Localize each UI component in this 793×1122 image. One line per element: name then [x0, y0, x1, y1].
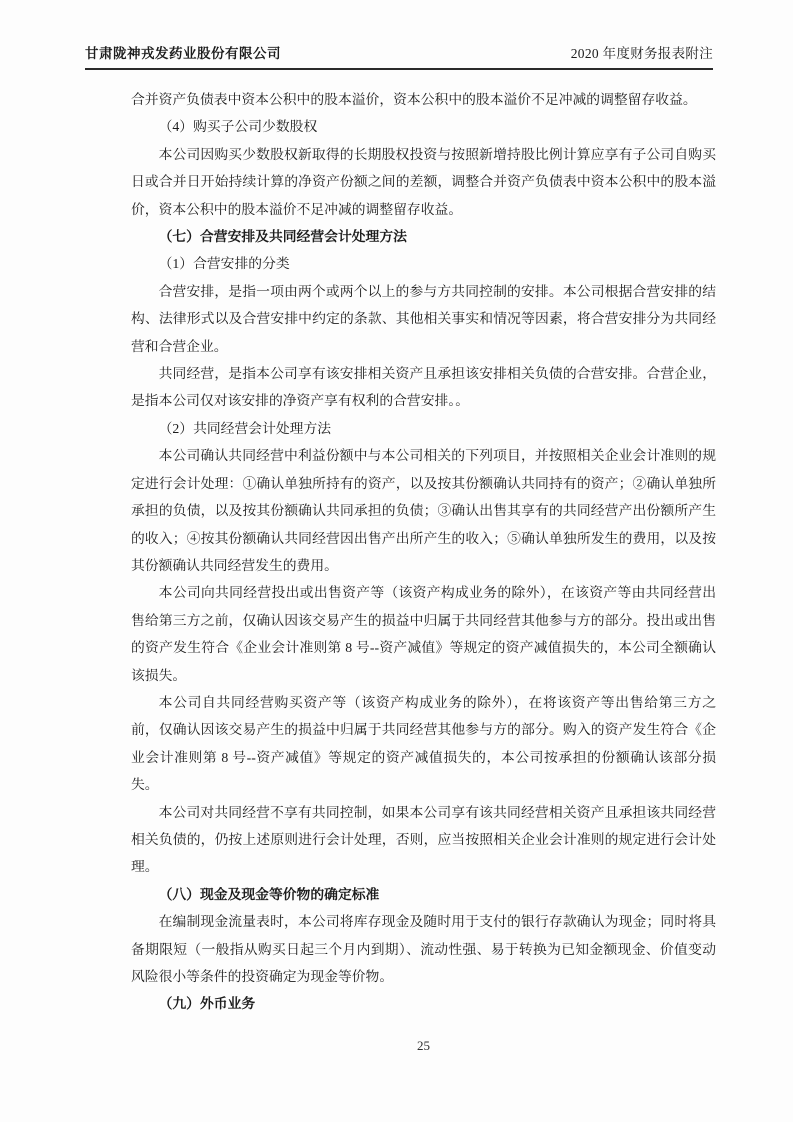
section-heading: （九）外币业务 — [158, 996, 256, 1012]
page-footer — [131, 1038, 716, 1054]
paragraph: 本公司向共同经营投出或出售资产等（该资产构成业务的除外），在该资产等由共同经营出售给第三方之前，仅确认因该交易产生的损益中归属于共同经营其他参与方的部分。投出或出售的资产发生符合《企业会计准则第 8 号--资产减值》等规定的资产减值损失的，本公司全额确认该损失。 — [131, 585, 716, 683]
paragraph: （4）购买子公司少数股权 — [158, 119, 318, 135]
header-doc-title: 2020 年度财务报表附注 — [570, 46, 713, 61]
paragraph: 本公司因购买少数股权新取得的长期股权投资与按照新增持股比例计算应享有子公司自购买日或合并日开始持续计算的净资产份额之间的差额，调整合并资产负债表中资本公积中的股本溢价，资本公积中的股本溢价不足冲减的调整留存收益。 — [131, 146, 716, 217]
paragraph: 本公司对共同经营不享有共同控制，如果本公司享有该共同经营相关资产且承担该共同经营相关负债的，仍按上述原则进行会计处理，否则，应当按照相关企业会计准则的规定进行会计处理。 — [131, 804, 716, 875]
section-heading: （七）合营安排及共同经营会计处理方法 — [158, 229, 407, 245]
document-body — [131, 86, 716, 1018]
paragraph: 合营安排，是指一项由两个或两个以上的参与方共同控制的安排。本公司根据合营安排的结构、法律形式以及合营安排中约定的条款、其他相关事实和情况等因素，将合营安排分为共同经营和合营企业。 — [131, 283, 716, 354]
paragraph: 本公司确认共同经营中利益份额中与本公司相关的下列项目，并按照相关企业会计准则的规定进行会计处理：①确认单独所持有的资产，以及按其份额确认共同持有的资产；②确认单独所承担的负债，以及按其份额确认共同承担的负债；③确认出售其享有的共同经营产出份额所产生的收入；④按其份额确认共同经营因出售产出所产生的收入；⑤确认单独所发生的费用，以及按其份额确认共同经营发生的费用。 — [131, 448, 716, 573]
page-number: 25 — [417, 1038, 430, 1053]
paragraph: 共同经营，是指本公司享有该安排相关资产且承担该安排相关负债的合营安排。合营企业，是指本公司仅对该安排的净资产享有权利的合营安排。。 — [131, 366, 716, 409]
header-company-name: 甘肃陇神戎发药业股份有限公司 — [85, 46, 281, 61]
page-header — [85, 46, 713, 70]
paragraph: 本公司自共同经营购买资产等（该资产构成业务的除外），在将该资产等出售给第三方之前，仅确认因该交易产生的损益中归属于共同经营其他参与方的部分。购入的资产发生符合《企业会计准则第 8 号--资产减值》等规定的资产减值损失的，本公司按承担的份额确认该部分损失。 — [131, 694, 716, 793]
paragraph: （1）合营安排的分类 — [158, 256, 290, 272]
section-heading: （八）现金及现金等价物的确定标准 — [158, 886, 380, 902]
paragraph: 在编制现金流量表时，本公司将库存现金及随时用于支付的银行存款确认为现金；同时将具备期限短（一般指从购买日起三个月内到期）、流动性强、易于转换为已知金额现金、价值变动风险很小等条件的投资确定为现金等价物。 — [131, 914, 716, 984]
paragraph: 合并资产负债表中资本公积中的股本溢价，资本公积中的股本溢价不足冲减的调整留存收益。 — [131, 92, 697, 107]
paragraph: （2）共同经营会计处理方法 — [158, 420, 332, 436]
